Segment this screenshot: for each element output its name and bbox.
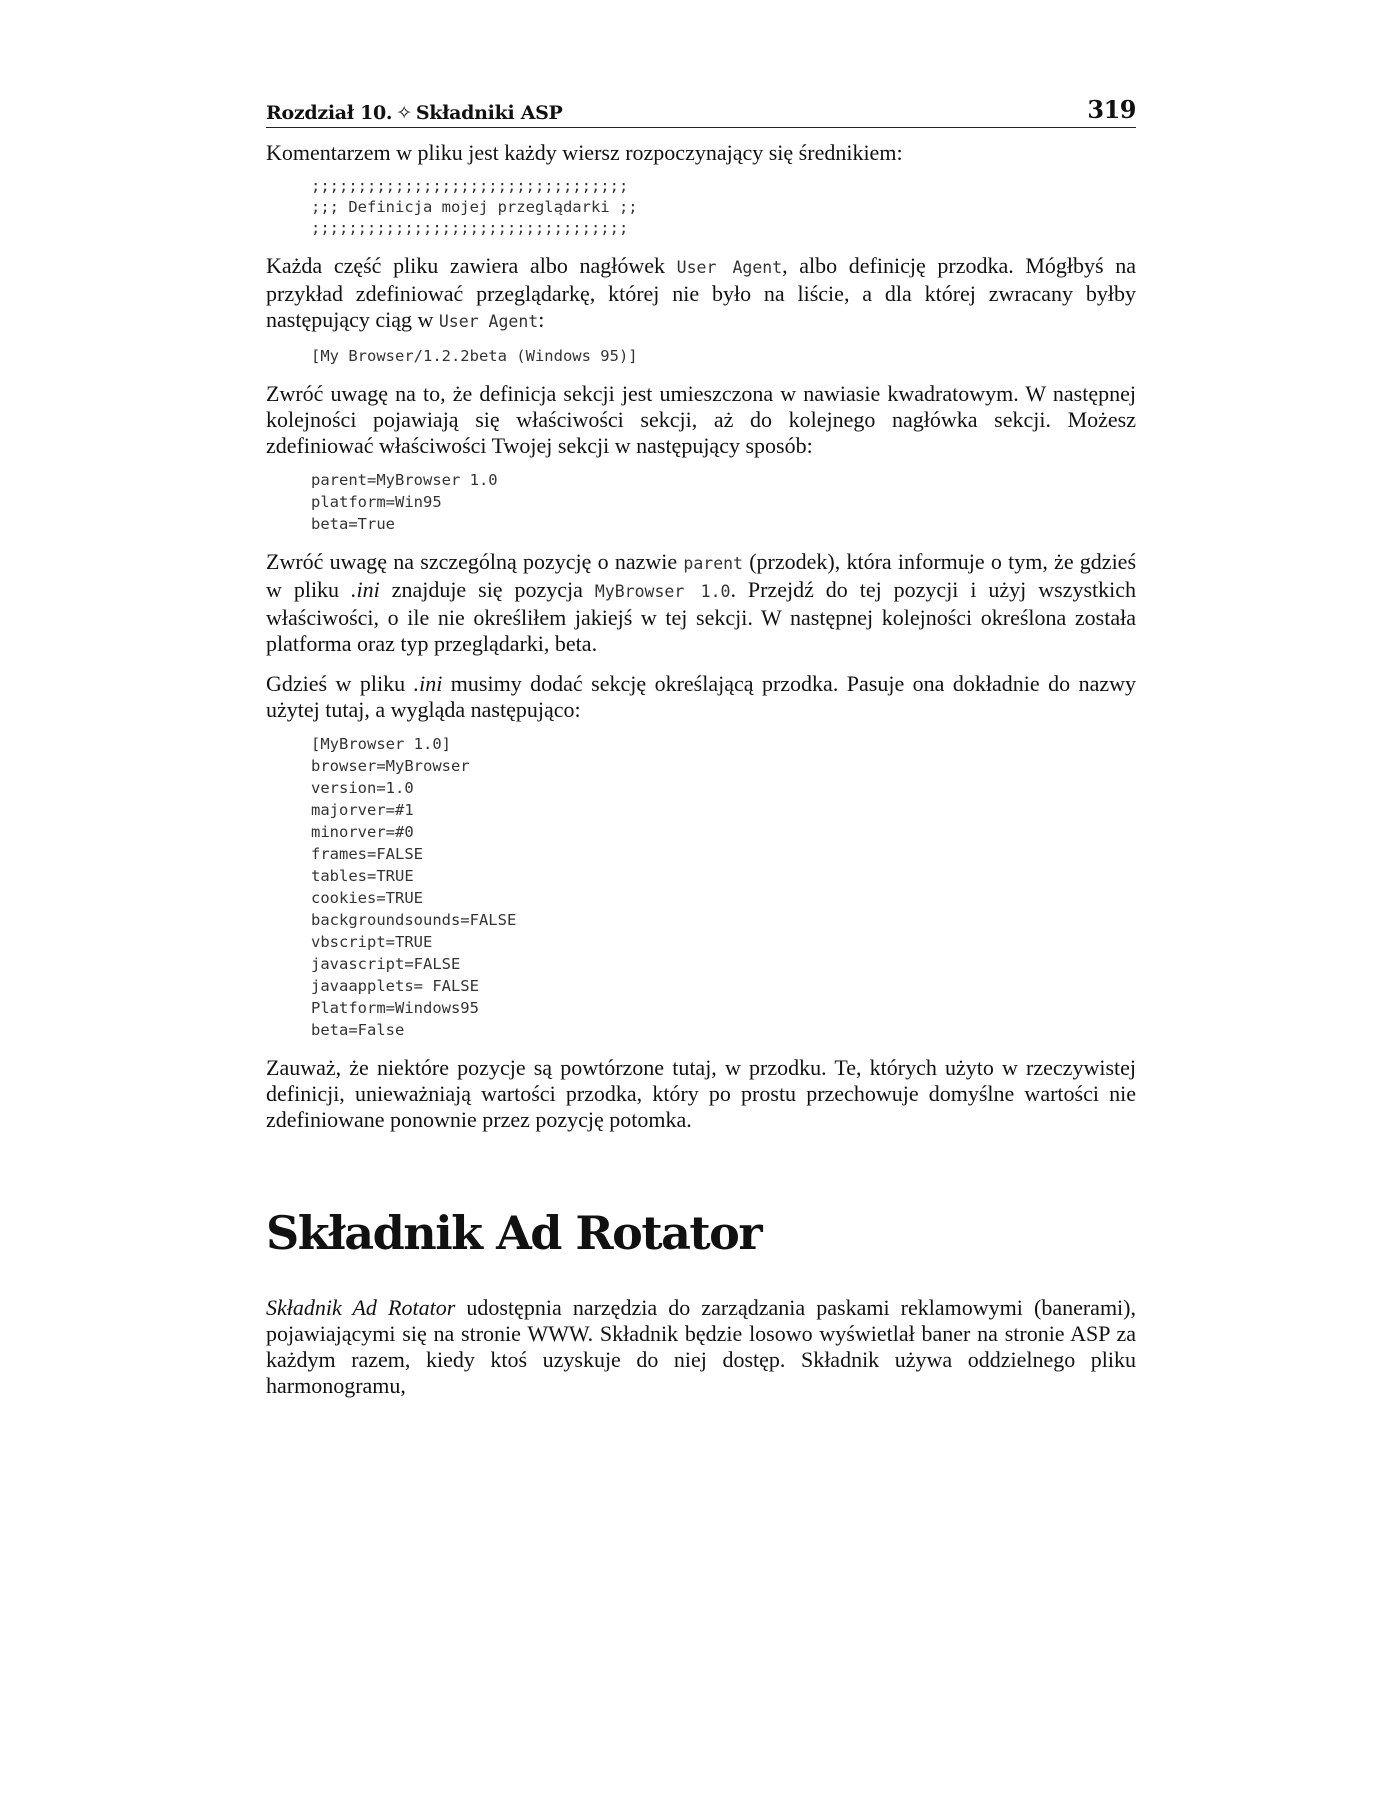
italic-text: Składnik Ad Rotator [266, 1295, 456, 1320]
paragraph-6: Zauważ, że niektóre pozycje są powtórzone tutaj, w przodku. Te, których użyto w rzeczywistej definicji, unieważniają wartości przodka, który po prostu przechowuje domyślne wartości nie zdefiniowane ponownie przez pozycję potomka. [266, 1055, 1136, 1132]
inline-code: User Agent [438, 312, 539, 331]
code-block-section: parent=MyBrowser 1.0 platform=Win95 beta=True [311, 471, 498, 533]
paragraph-3: Zwróć uwagę na to, że definicja sekcji jest umieszczona w nawiasie kwadratowym. W następnej kolejności pojawiają się właściwości sekcji, aż do kolejnego nagłówka sekcji. Możesz zdefiniować właściwości Twojej sekcji w następujący sposób: [266, 381, 1136, 458]
text: , albo definicję przodka. Mógłbyś na przykład zdefiniować przeglądarkę, której nie było na liście, a dla której zwracany byłby następujący ciąg w [266, 253, 1136, 332]
text: Zwróć uwagę na szczególną pozycję o nazwie [266, 549, 684, 574]
code-block-useragent: [My Browser/1.2.2beta (Windows 95)] [311, 347, 638, 365]
text: . Przejdź do tej pozycji i użyj wszystkich właściwości, o ile nie określiłem jakiejś w tej sekcji. W następnej kolejności określona została platforma oraz typ przeglądarki, beta. [266, 577, 1136, 656]
text: : [538, 307, 545, 332]
paragraph-2 [266, 253, 1136, 335]
text: Każda część pliku zawiera albo nagłówek [266, 253, 677, 278]
page-number: 319 [1087, 95, 1136, 124]
chapter-number: Rozdział 10. [266, 102, 393, 124]
running-head [266, 92, 1136, 128]
paragraph-1: Komentarzem w pliku jest każdy wiersz rozpoczynający się średnikiem: [266, 140, 903, 165]
code-block-parent: [MyBrowser 1.0] browser=MyBrowser version=1.0 majorver=#1 minorver=#0 frames=FALSE tables=TRUE cookies=TRUE backgroundsounds=FALSE vbscript=TRUE javascript=FALSE javaapplets= FALSE Platform=Windows95 beta=False [311, 735, 517, 1039]
text: udostępnia narzędzia do zarządzania paskami reklamowymi (banerami), pojawiającymi się na stronie WWW. Składnik będzie losowo wyświetlał baner na stronie ASP za każdym razem, kiedy ktoś uzyskuje do niej dostęp. Składnik używa oddzielnego pliku harmonogramu, [266, 1295, 1136, 1398]
diamond-icon: ✧ [396, 102, 412, 124]
inline-code: parent [683, 554, 743, 573]
paragraph-7 [266, 1295, 1136, 1399]
code-block-comment: ;;;;;;;;;;;;;;;;;;;;;;;;;;;;;;;;;; ;;; Definicja mojej przeglądarki ;; ;;;;;;;;;;;;;;;;;;;;;;;;;;;;;;;;;; [311, 177, 638, 237]
text: musimy dodać sekcję określającą przodka. Pasuje ona dokładnie do nazwy użytej tutaj, a wygląda następująco: [266, 671, 1137, 722]
paragraph-5 [266, 671, 1136, 723]
text: (przodek), która informuje o tym, że gdzieś w pliku [266, 549, 1137, 602]
chapter-title [266, 102, 563, 124]
text: znajduje się pozycja [379, 577, 595, 602]
book-page [266, 92, 1136, 1399]
inline-code: User Agent [676, 258, 783, 277]
section-heading: Składnik Ad Rotator [266, 1206, 762, 1260]
inline-code: MyBrowser 1.0 [594, 582, 731, 601]
chapter-name: Składniki ASP [415, 102, 563, 124]
text: Gdzieś w pliku [266, 671, 414, 696]
paragraph-4 [266, 549, 1136, 657]
italic-text: .ini [413, 671, 443, 696]
italic-text: .ini [351, 577, 380, 602]
